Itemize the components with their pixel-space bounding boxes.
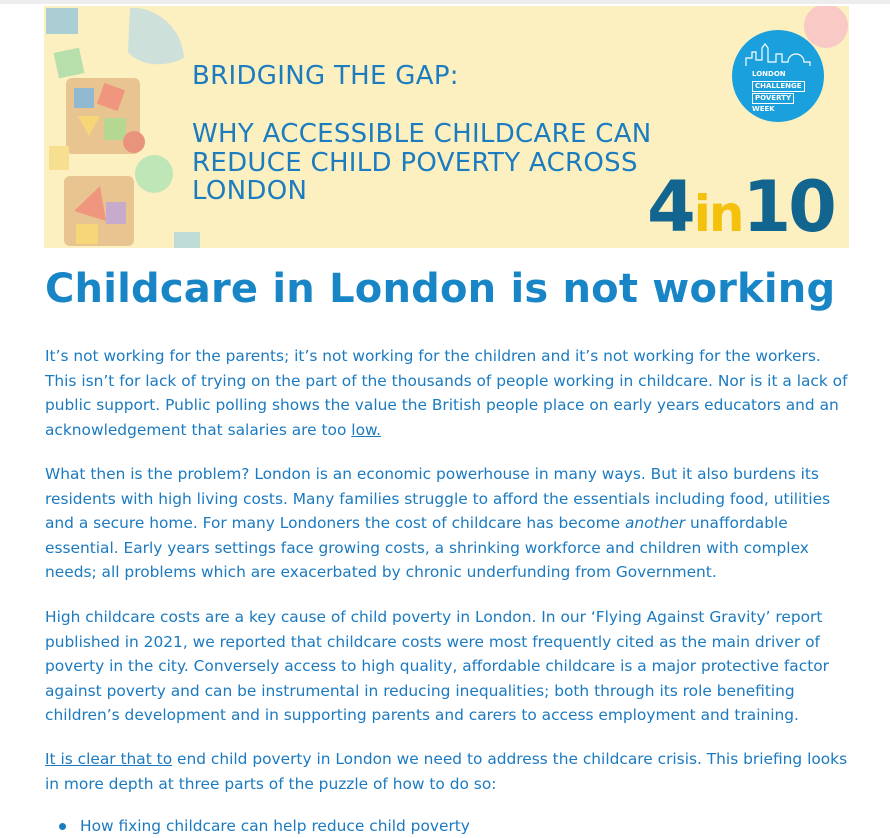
- paragraph-text: unaffordable essential. Early years settings face growing costs, a shrinking workforce and children with complex needs; all problems which are exacerbated by chronic underfunding from Government.: [45, 514, 809, 582]
- paragraph-text: It’s not working for the parents; it’s not working for the children and it’s not working for the workers. This isn’t for lack of trying on the part of the thousands of people working in childcare. Nor is it a lack of public support. Public polling shows the value the British people place on early years educators and an acknowledgement that salaries are too: [45, 347, 848, 439]
- block-shape: [76, 224, 98, 244]
- paragraph-text: What then is the problem? London is an economic powerhouse in many ways. But it also burdens its residents with high living costs. Many families struggle to afford the essentials including food, utilities and a secure home. For many Londoners the cost of childcare has become: [45, 465, 831, 533]
- banner-subtitle-line: WHY ACCESSIBLE CHILDCARE CAN: [192, 119, 652, 149]
- wheel-shape: [123, 131, 145, 153]
- badge-line: LONDON: [752, 70, 786, 78]
- block-shape: [49, 146, 69, 170]
- block-shape: [104, 118, 126, 140]
- emphasis-text: another: [624, 514, 686, 533]
- bullet-icon: [59, 823, 66, 830]
- badge-line: CHALLENGE: [752, 81, 805, 92]
- badge-line: POVERTY: [752, 93, 794, 104]
- ball-shape: [135, 155, 173, 193]
- it-is-clear-link[interactable]: It is clear that to: [45, 750, 173, 768]
- paragraph-problem: [45, 462, 853, 585]
- block-shape: [54, 48, 85, 79]
- block-shape: [74, 88, 94, 108]
- banner-title: BRIDGING THE GAP:: [192, 61, 459, 91]
- banner-subtitle-line: LONDON: [192, 176, 308, 206]
- list-item: [45, 814, 470, 838]
- logo-part: in: [693, 185, 743, 243]
- bullet-list: [45, 814, 470, 838]
- hero-banner: [44, 6, 849, 248]
- paragraph-text: end child poverty in London we need to address the childcare crisis. This briefing looks in more depth at three parts of the puzzle of how to do so:: [45, 750, 848, 793]
- cloth-shape: [128, 8, 184, 64]
- logo-part: 4: [647, 166, 694, 248]
- banner-subtitle-line: REDUCE CHILD POVERTY ACROSS: [192, 147, 638, 178]
- paragraph-intro: [45, 344, 853, 442]
- badge-line: WEEK: [752, 105, 775, 113]
- london-challenge-poverty-week-badge: [732, 30, 824, 122]
- paragraph-conclusion: [45, 747, 853, 796]
- block-shape: [46, 8, 78, 34]
- london-skyline-icon: [732, 40, 824, 70]
- block-shape: [106, 202, 126, 224]
- paragraph-child-poverty: [45, 605, 853, 728]
- top-toolbar-strip: [0, 0, 890, 4]
- page-headline: Childcare in London is not working: [45, 266, 836, 312]
- 4in10-logo: [647, 166, 834, 246]
- salaries-low-link[interactable]: low.: [351, 420, 382, 439]
- list-item-text: How fixing childcare can help reduce child poverty: [80, 817, 470, 835]
- paragraph-text: High childcare costs are a key cause of child poverty in London. In our ‘Flying Against Gravity’ report published in 2021, we reported that childcare costs were most frequently cited as the main driver of poverty in the city. Conversely access to high quality, affordable childcare is a major protective factor against poverty and can be instrumental in reducing inequalities; both through its role benefiting children’s development and in supporting parents and carers to access employment and training.: [45, 608, 829, 725]
- block-shape: [174, 232, 200, 248]
- logo-part: 10: [742, 166, 834, 248]
